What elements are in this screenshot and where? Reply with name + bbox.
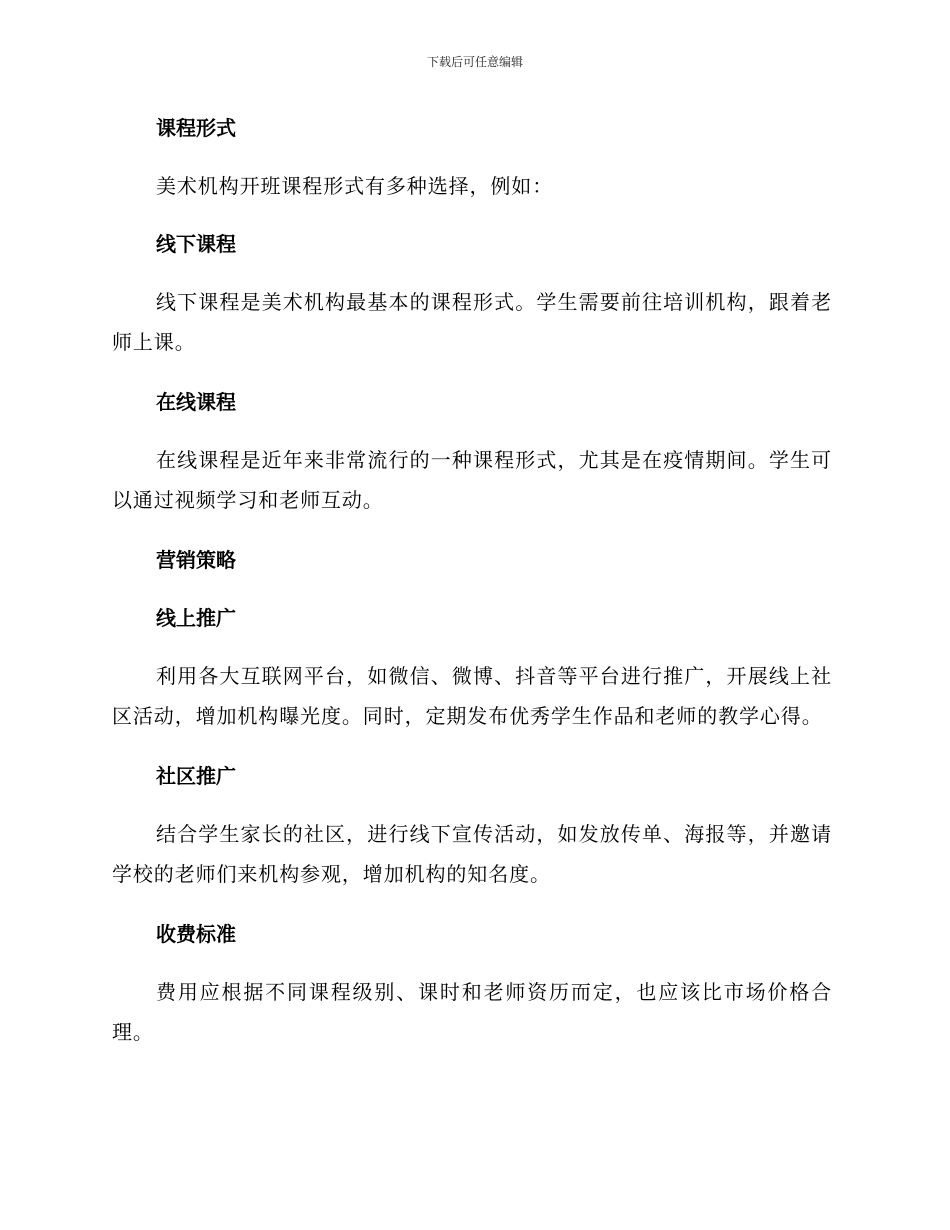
subheading-online-promotion: 线上推广 <box>156 606 236 630</box>
section-heading-fee-standard: 收费标准 <box>156 922 236 946</box>
subheading-online-course: 在线课程 <box>156 390 236 414</box>
paragraph-course-format-intro: 美术机构开班课程形式有多种选择，例如： <box>156 174 554 198</box>
document-body <box>112 108 832 1052</box>
section-heading-course-format: 课程形式 <box>156 116 236 140</box>
paragraph-online-course: 在线课程是近年来非常流行的一种课程形式，尤其是在疫情期间。学生可以通过视频学习和老师互动。 <box>112 448 832 512</box>
subheading-community-promotion: 社区推广 <box>156 764 236 788</box>
paragraph-fee-standard: 费用应根据不同课程级别、课时和老师资历而定，也应该比市场价格合理。 <box>112 980 832 1044</box>
subheading-offline-course: 线下课程 <box>156 232 236 256</box>
paragraph-offline-course: 线下课程是美术机构最基本的课程形式。学生需要前往培训机构，跟着老师上课。 <box>112 290 832 354</box>
page-header: 下载后可任意编辑 <box>426 55 523 69</box>
section-heading-marketing-strategy: 营销策略 <box>156 548 236 572</box>
paragraph-community-promotion: 结合学生家长的社区，进行线下宣传活动，如发放传单、海报等，并邀请学校的老师们来机构参观，增加机构的知名度。 <box>112 822 832 886</box>
paragraph-online-promotion: 利用各大互联网平台，如微信、微博、抖音等平台进行推广，开展线上社区活动，增加机构曝光度。同时，定期发布优秀学生作品和老师的教学心得。 <box>112 664 832 728</box>
